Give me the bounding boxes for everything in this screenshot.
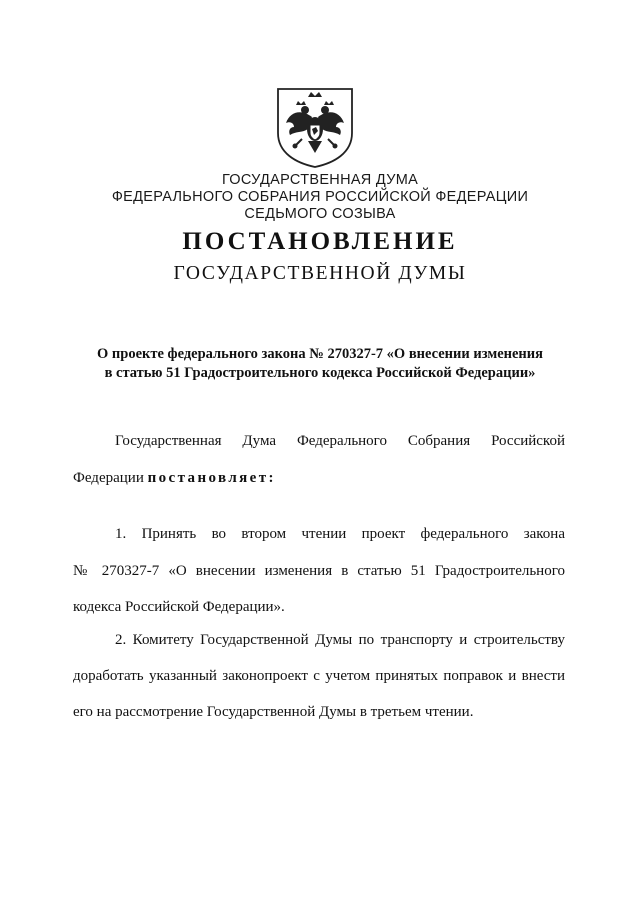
- org-line-duma: ГОСУДАРСТВЕННАЯ ДУМА: [221, 172, 419, 188]
- item-1-line-3: кодекса Российской Федерации».: [73, 599, 285, 615]
- coat-of-arms-icon: [272, 83, 358, 169]
- subject-line-2: в статью 51 Градостроительного кодекса Российской Федерации»: [104, 365, 536, 381]
- document-subtitle: ГОСУДАРСТВЕННОЙ ДУМЫ: [173, 263, 467, 284]
- preamble-resolves: постановляет:: [147, 470, 276, 486]
- item-1-line-1: 1. Принять во втором чтении проект федерального закона: [115, 526, 565, 542]
- item-2-line-3: его на рассмотрение Государственной Думы в третьем чтении.: [73, 704, 474, 720]
- subject-line-1: О проекте федерального закона № 270327-7 «О внесении изменения: [97, 346, 543, 362]
- org-line-convocation: СЕДЬМОГО СОЗЫВА: [244, 206, 396, 222]
- document-title: ПОСТАНОВЛЕНИЕ: [182, 228, 458, 255]
- item-2-line-1: 2. Комитету Государственной Думы по транспорту и строительству: [115, 632, 565, 648]
- item-1-line-2: № 270327-7 «О внесении изменения в статью 51 Градостроительного: [73, 563, 565, 579]
- org-line-federal-assembly: ФЕДЕРАЛЬНОГО СОБРАНИЯ РОССИЙСКОЙ ФЕДЕРАЦИИ: [111, 189, 529, 205]
- preamble-line-2: [73, 468, 565, 488]
- item-2-line-2: доработать указанный законопроект с учетом принятых поправок и внести: [73, 668, 565, 684]
- preamble-federation: Федерации: [73, 470, 144, 486]
- preamble-line-1: Государственная Дума Федерального Собрания Российской: [115, 433, 565, 449]
